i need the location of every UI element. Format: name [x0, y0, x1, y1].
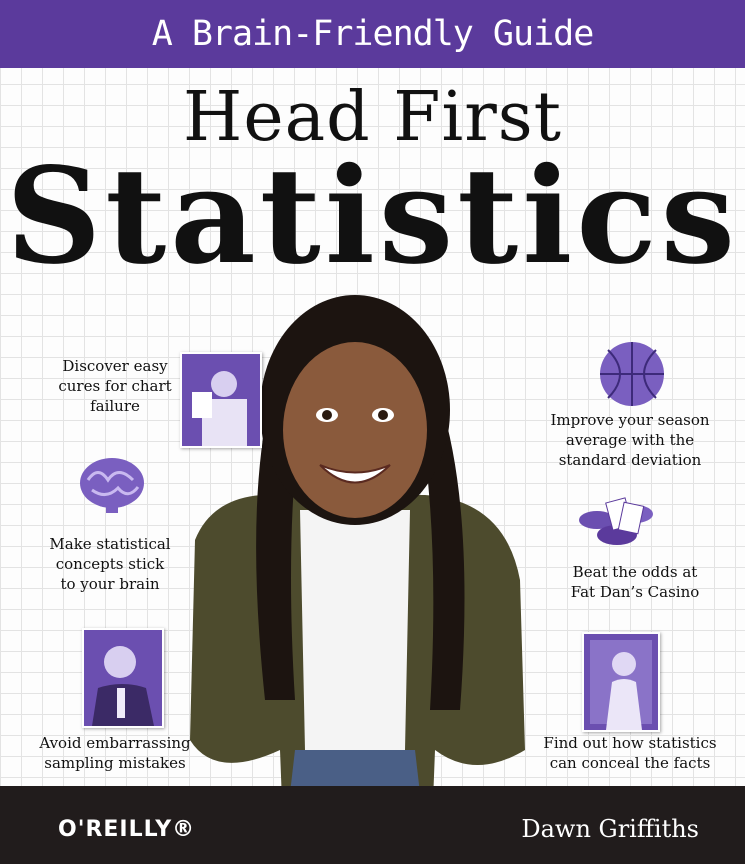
- publisher-logo: O'REILLY®: [58, 817, 196, 842]
- blurb-sampling-mistakes: Avoid embarrassing sampling mistakes: [39, 734, 191, 772]
- casino-chips-icon: [575, 490, 663, 552]
- blurb-casino: Beat the odds at Fat Dan’s Casino: [570, 563, 700, 601]
- brain-icon: [78, 455, 146, 515]
- blurb-standard-deviation: Improve your season average with the standard deviation: [550, 411, 710, 469]
- blurb-chart-failure: Discover easy cures for chart failure: [58, 357, 172, 415]
- series-tagline: A Brain-Friendly Guide: [151, 14, 594, 54]
- nurse-photo-thumbnail: [180, 352, 262, 448]
- title-line-1: Head First: [183, 78, 562, 157]
- top-banner: [0, 0, 745, 68]
- embarrassed-man-thumbnail: [82, 628, 164, 728]
- title-line-2: Statistics: [5, 139, 740, 294]
- blurb-stick-to-brain: Make statistical concepts stick to your brain: [49, 535, 171, 593]
- blurb-conceal-facts: Find out how statistics can conceal the facts: [543, 734, 717, 772]
- woman-photo-thumbnail: [582, 632, 660, 732]
- author-name: Dawn Griffiths: [521, 815, 699, 843]
- basketball-icon: [598, 340, 666, 408]
